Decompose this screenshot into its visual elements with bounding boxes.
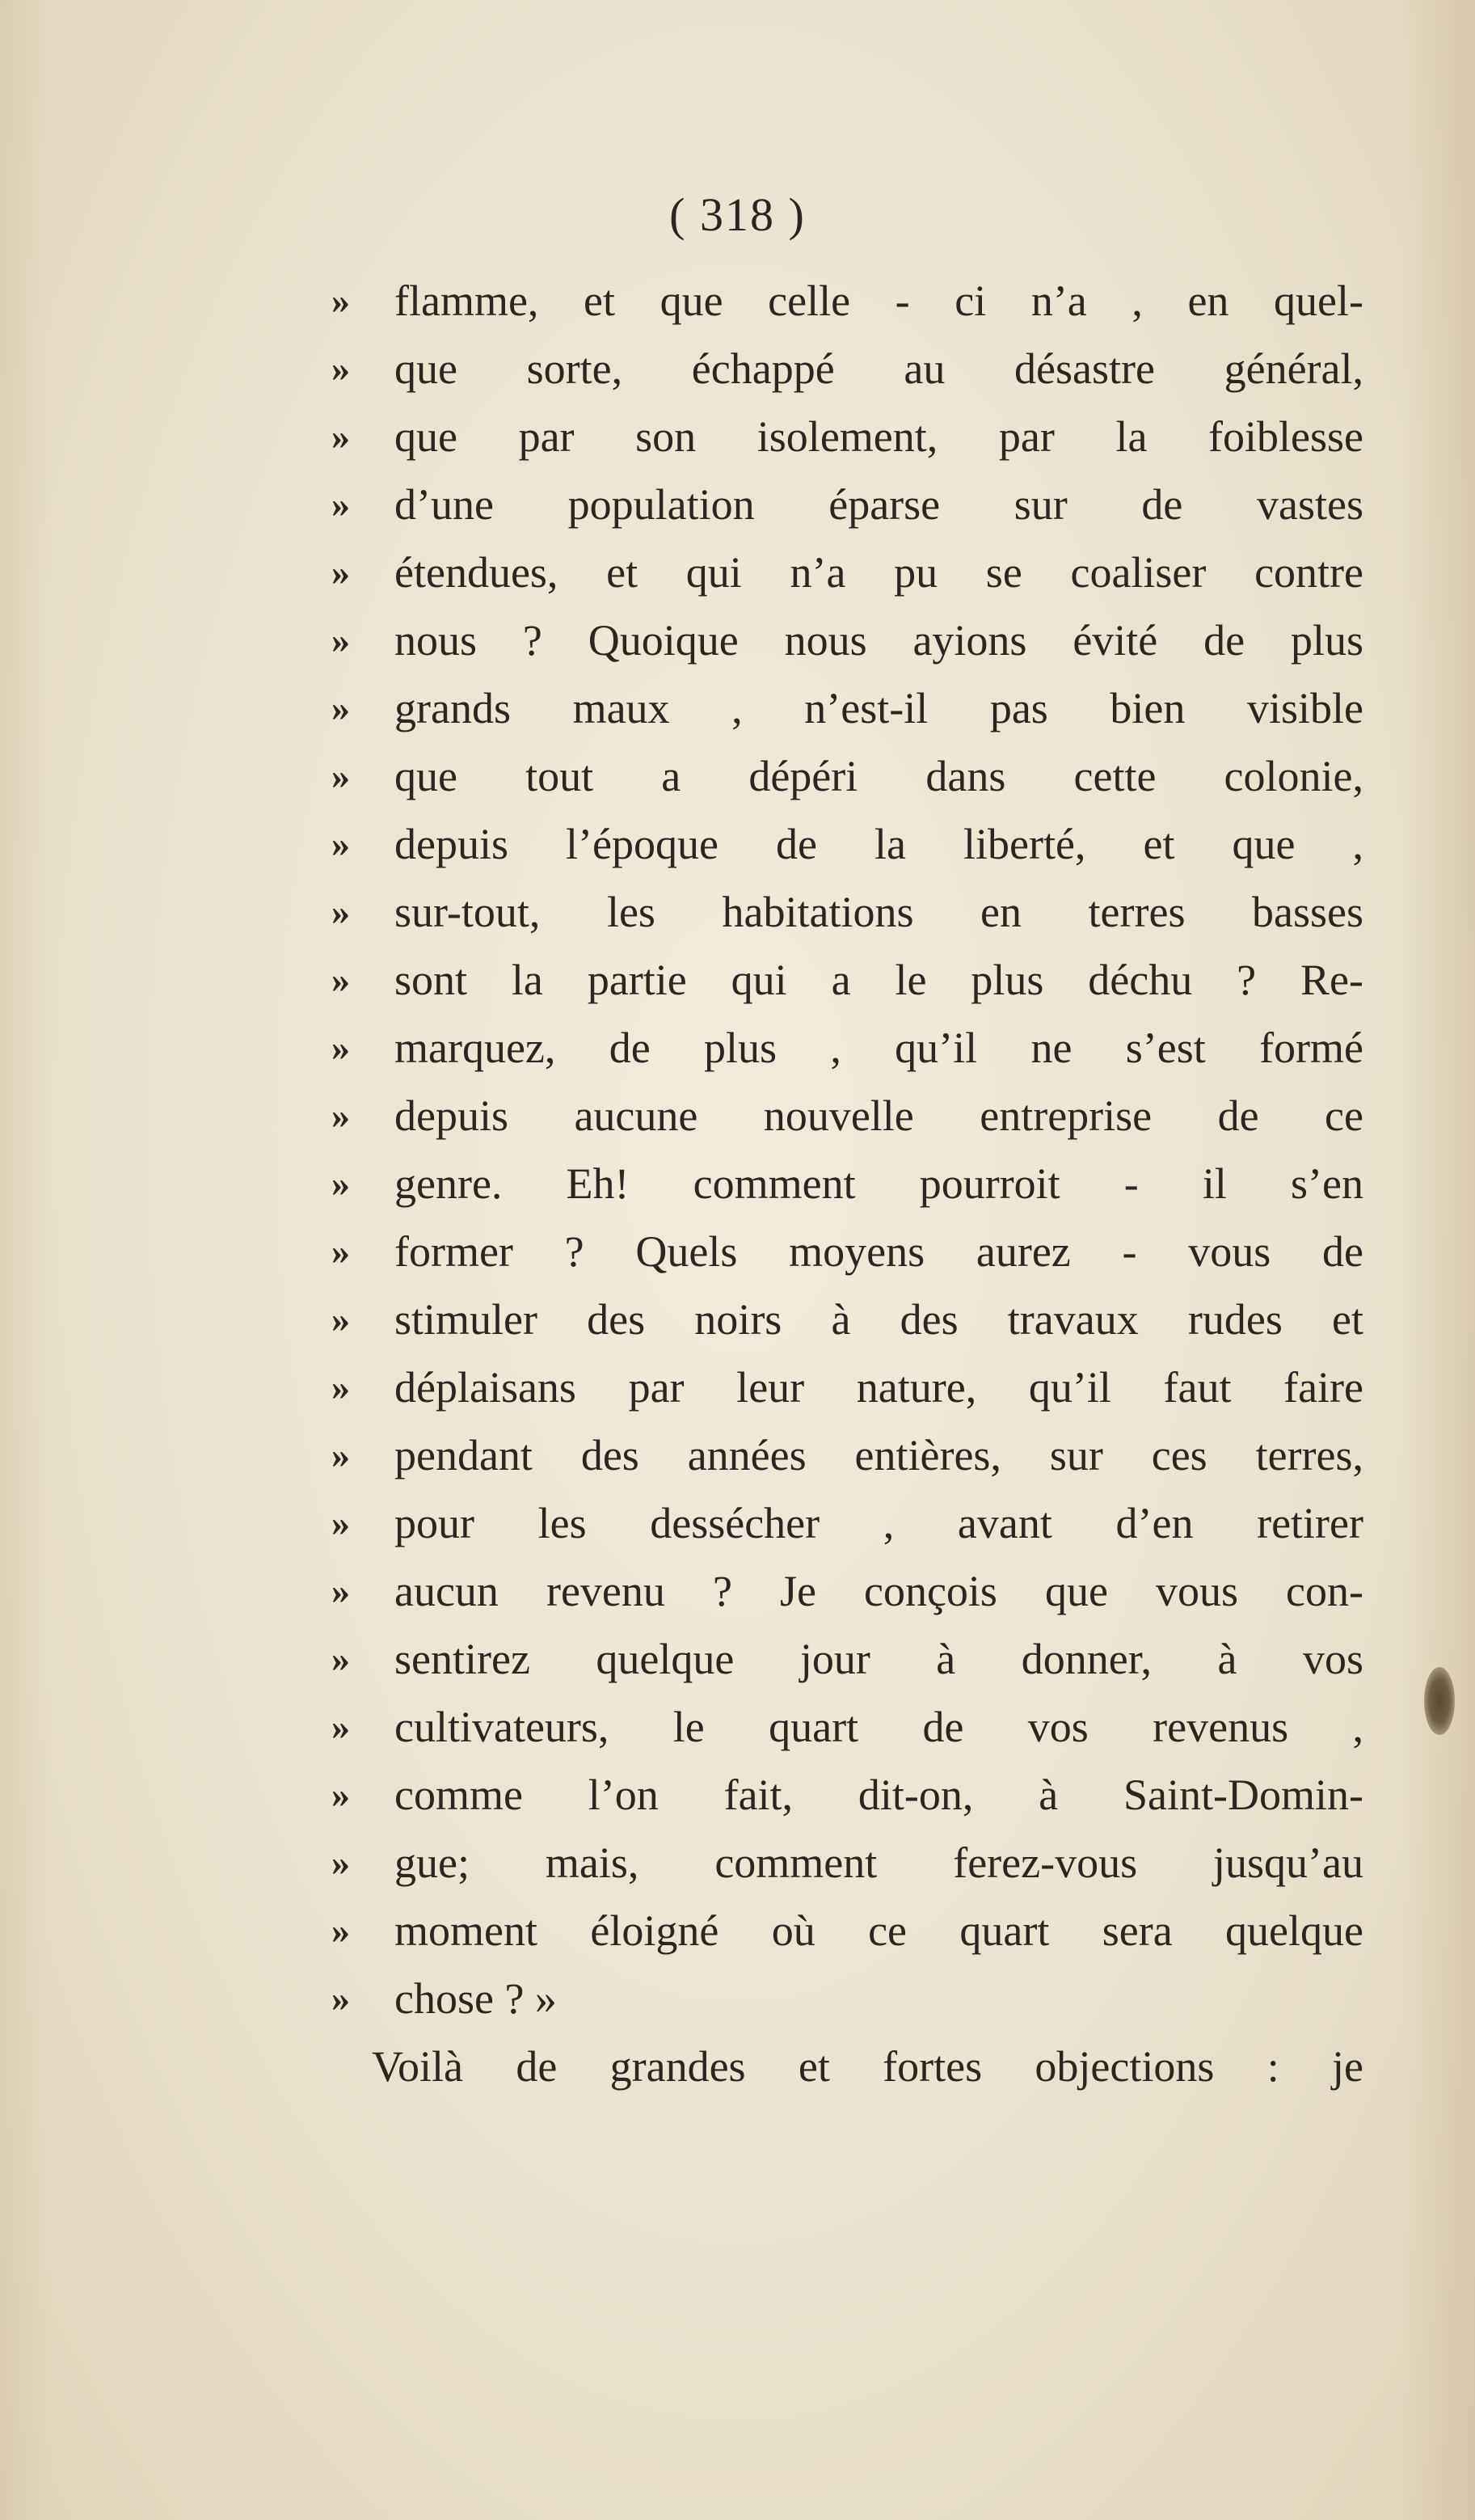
line-text: aucun revenu ? Je conçois que vous con-	[394, 1567, 1363, 1615]
guillemet: »	[331, 755, 350, 796]
line-text: cultivateurs, le quart de vos revenus ,	[394, 1703, 1363, 1751]
text-line	[333, 1489, 1363, 1557]
text-line	[333, 1218, 1363, 1285]
guillemet: »	[331, 1842, 350, 1883]
guillemet: »	[331, 1502, 350, 1543]
guillemet: »	[331, 1366, 350, 1408]
page-number: ( 318 )	[669, 188, 806, 241]
line-text: chose ? »	[394, 1974, 557, 2023]
line-text: sont la partie qui a le plus déchu ? Re-	[394, 956, 1363, 1004]
line-text: déplaisans par leur nature, qu’il faut faire	[394, 1363, 1363, 1412]
line-text: marquez, de plus , qu’il ne s’est formé	[394, 1024, 1363, 1072]
line-text: grands maux , n’est-il pas bien visible	[394, 684, 1363, 732]
text-line	[333, 1014, 1363, 1082]
guillemet: »	[331, 1570, 350, 1611]
page-edge-left	[0, 0, 48, 2520]
line-text: former ? Quels moyens aurez - vous de	[394, 1227, 1363, 1276]
guillemet: »	[331, 280, 350, 321]
line-text: que sorte, échappé au désastre général,	[394, 344, 1363, 393]
line-text: depuis l’époque de la liberté, et que ,	[394, 820, 1363, 868]
line-text: pendant des années entières, sur ces terres,	[394, 1431, 1363, 1479]
line-text: moment éloigné où ce quart sera quelque	[394, 1906, 1363, 1955]
guillemet: »	[331, 619, 350, 661]
line-text: d’une population éparse sur de vastes	[394, 480, 1363, 529]
text-line	[333, 1761, 1363, 1829]
text-line	[333, 878, 1363, 946]
text-line	[333, 1829, 1363, 1897]
text-line	[333, 1625, 1363, 1693]
line-text: que tout a dépéri dans cette colonie,	[394, 752, 1363, 800]
line-text: depuis aucune nouvelle entreprise de ce	[394, 1091, 1363, 1140]
guillemet: »	[331, 551, 350, 593]
body-text	[333, 267, 1363, 2100]
line-text: que par son isolement, par la foiblesse	[394, 412, 1363, 461]
line-text: étendues, et qui n’a pu se coaliser contre	[394, 548, 1363, 597]
paragraph-line	[333, 2032, 1363, 2100]
guillemet: »	[331, 1298, 350, 1340]
text-line	[333, 1693, 1363, 1761]
line-text: stimuler des noirs à des travaux rudes et	[394, 1295, 1363, 1344]
line-text: Voilà de grandes et fortes objections : je	[372, 2042, 1363, 2091]
guillemet: »	[331, 1978, 350, 2019]
text-line	[333, 1150, 1363, 1218]
text-line	[333, 674, 1363, 742]
guillemet: »	[331, 1910, 350, 1951]
guillemet: »	[331, 416, 350, 457]
text-line	[333, 1082, 1363, 1150]
text-line	[333, 403, 1363, 471]
line-text: gue; mais, comment ferez-vous jusqu’au	[394, 1838, 1363, 1887]
guillemet: »	[331, 959, 350, 1000]
text-line	[333, 538, 1363, 606]
line-text: comme l’on fait, dit-on, à Saint-Domin-	[394, 1771, 1363, 1819]
text-line	[333, 335, 1363, 403]
ink-stain	[1424, 1667, 1455, 1735]
line-text: sentirez quelque jour à donner, à vos	[394, 1635, 1363, 1683]
guillemet: »	[331, 1027, 350, 1068]
guillemet: »	[331, 1230, 350, 1272]
guillemet: »	[331, 348, 350, 389]
line-text: flamme, et que celle - ci n’a , en quel-	[394, 276, 1363, 325]
text-line	[333, 267, 1363, 335]
line-text: nous ? Quoique nous ayions évité de plus	[394, 616, 1363, 665]
line-text: genre. Eh! comment pourroit - il s’en	[394, 1159, 1363, 1208]
text-line	[333, 1897, 1363, 1965]
guillemet: »	[331, 1434, 350, 1475]
text-line	[333, 1965, 1363, 2032]
guillemet: »	[331, 687, 350, 728]
guillemet: »	[331, 483, 350, 525]
guillemet: »	[331, 1774, 350, 1815]
text-line	[333, 1557, 1363, 1625]
text-line	[333, 742, 1363, 810]
text-line	[333, 1285, 1363, 1353]
guillemet: »	[331, 1163, 350, 1204]
text-line	[333, 1421, 1363, 1489]
guillemet: »	[331, 1095, 350, 1136]
guillemet: »	[331, 823, 350, 864]
guillemet: »	[331, 1638, 350, 1679]
text-line	[333, 606, 1363, 674]
line-text: pour les dessécher , avant d’en retirer	[394, 1499, 1363, 1547]
page-edge-right	[1402, 0, 1475, 2520]
guillemet: »	[331, 1706, 350, 1747]
guillemet: »	[331, 891, 350, 932]
text-line	[333, 471, 1363, 538]
text-line	[333, 946, 1363, 1014]
line-text: sur-tout, les habitations en terres basses	[394, 888, 1363, 936]
text-line	[333, 1353, 1363, 1421]
text-line	[333, 810, 1363, 878]
